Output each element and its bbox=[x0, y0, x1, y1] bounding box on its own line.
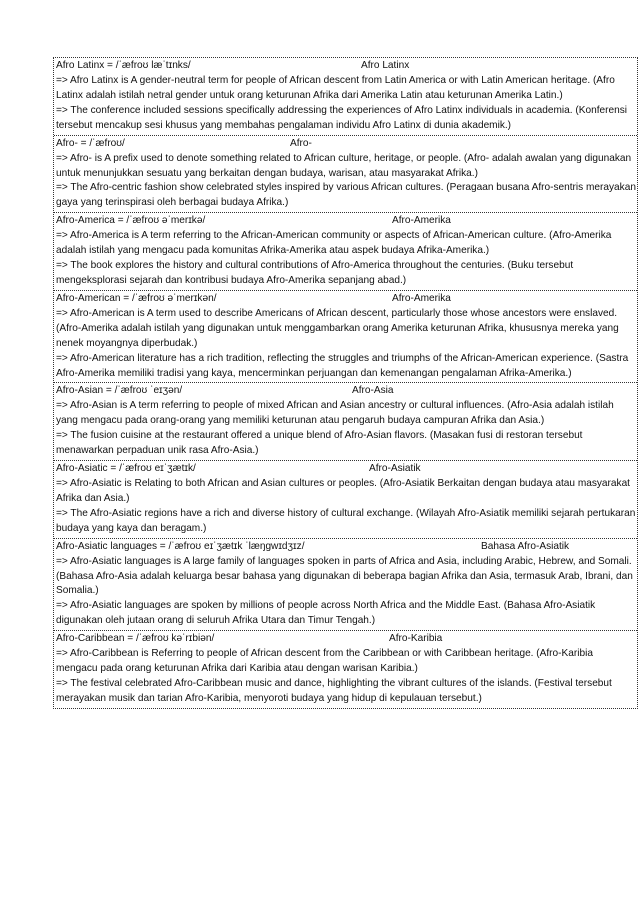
entry-translation: Bahasa Afro-Asiatik bbox=[481, 540, 570, 552]
entry-header bbox=[56, 292, 636, 307]
entry-example: => The Afro-centric fashion show celebrated styles inspired by various African cultures. (Peragaan busana Afro-sentris merayakan gaya yang terinspirasi oleh berbagai budaya Afrika.) bbox=[56, 182, 636, 209]
entry-translation: Afro Latinx bbox=[361, 60, 410, 71]
entry-header bbox=[56, 137, 636, 152]
entry-term: Afro-America = /ˈæfroʊ əˈmerɪkə/ bbox=[56, 215, 206, 227]
glossary-entry bbox=[54, 461, 637, 539]
entry-header bbox=[56, 59, 636, 74]
glossary-entry bbox=[54, 383, 637, 461]
entry-definition: => Afro-Asian is A term referring to people of mixed African and Asian ancestry or cultural influences. (Afro-Asia adalah istilah yang mengacu pada orang-orang yang memiliki keturunan atau pengaruh budaya campuran Afrika dan Asia.) bbox=[56, 400, 614, 427]
entry-example: => Afro-American literature has a rich tradition, reflecting the struggles and triumphs of the African-American experience. (Sastra Afro-Amerika memiliki tradisi yang kaya, mencerminkan perjuangan dan kemenangan pengalaman Afrika-Amerika.) bbox=[56, 352, 629, 379]
entry-term: Afro-Asiatic = /ˈæfroʊ eɪˈʒætɪk/ bbox=[56, 463, 196, 475]
entry-translation: Afro- bbox=[290, 137, 312, 149]
entry-header bbox=[56, 214, 636, 229]
entry-translation: Afro-Asia bbox=[352, 385, 394, 397]
entry-example: => The festival celebrated Afro-Caribbean music and dance, highlighting the vibrant cultures of the islands. (Festival tersebut merayakan musik dan tarian Afro-Karibia, menyoroti budaya yang hidup di kepulauan tersebut.) bbox=[56, 678, 612, 704]
entry-term: Afro Latinx = /ˈæfroʊ læˈtɪnks/ bbox=[56, 60, 191, 71]
entry-term: Afro-Asiatic languages = /ˈæfroʊ eɪˈʒætɪk ˈlæŋɡwɪdʒɪz/ bbox=[56, 540, 305, 552]
glossary-entry bbox=[54, 213, 637, 291]
glossary-entry bbox=[54, 136, 637, 214]
entry-term: Afro-Asian = /ˈæfroʊ ˈeɪʒən/ bbox=[56, 385, 183, 397]
entry-definition: => Afro-Caribbean is Referring to people of African descent from the Caribbean or with Caribbean heritage. (Afro-Karibia mengacu pada orang keturunan Afrika dari Karibia atau dengan warisan Karibia.) bbox=[56, 648, 593, 675]
entry-header bbox=[56, 540, 636, 555]
entry-translation: Afro-Karibia bbox=[389, 633, 443, 645]
entry-definition: => Afro-America is A term referring to the African-American community or aspects of African-American culture. (Afro-Amerika adalah istilah yang mengacu pada komunitas Afrika-Amerika atau aspek budaya Afrika-Amerika.) bbox=[56, 230, 612, 257]
entry-example: => Afro-Asiatic languages are spoken by millions of people across North Africa and the Middle East. (Bahasa Afro-Asiatik digunakan oleh jutaan orang di seluruh Afrika Utara dan Timur Tengah.) bbox=[56, 600, 596, 627]
entry-definition: => Afro-American is A term used to describe Americans of African descent, particularly those whose ancestors were enslaved. (Afro-Amerika adalah istilah yang digunakan untuk menggambarkan orang Amerika keturunan Afrika, khususnya mereka yang nenek moyangnya diperbudak.) bbox=[56, 307, 619, 349]
entry-example: => The Afro-Asiatic regions have a rich and diverse history of cultural exchange. (Wilayah Afro-Asiatik memiliki sejarah pertukaran budaya yang kaya dan beragam.) bbox=[56, 507, 636, 534]
glossary-entry bbox=[54, 291, 637, 384]
entry-term: Afro-American = /ˈæfroʊ əˈmerɪkən/ bbox=[56, 292, 217, 304]
entry-term: Afro- = /ˈæfroʊ/ bbox=[56, 137, 125, 149]
entry-translation: Afro-Amerika bbox=[392, 215, 451, 227]
entry-translation: Afro-Amerika bbox=[392, 292, 451, 304]
entry-definition: => Afro-Asiatic languages is A large family of languages spoken in parts of Africa and Asia, including Arabic, Hebrew, and Somali. (Bahasa Afro-Asia adalah keluarga besar bahasa yang digunakan di beberapa bagian Afrika dan Asia, termasuk Arab, Ibrani, dan Somalia.) bbox=[56, 555, 633, 597]
entry-term: Afro-Caribbean = /ˈæfroʊ kəˈrɪbiən/ bbox=[56, 633, 215, 645]
entry-header bbox=[56, 632, 636, 647]
entry-translation: Afro-Asiatik bbox=[369, 463, 421, 475]
entry-definition: => Afro- is A prefix used to denote something related to African culture, heritage, or people. (Afro- adalah awalan yang digunakan untuk menunjukkan sesuatu yang berkaitan dengan budaya, warisan, atau masyarakat Afrika.) bbox=[56, 152, 632, 179]
entry-example: => The fusion cuisine at the restaurant offered a unique blend of Afro-Asian flavors. (Masakan fusi di restoran tersebut menawarkan perpaduan unik rasa Afro-Asia.) bbox=[56, 430, 583, 457]
glossary-entry bbox=[54, 58, 637, 136]
entry-header bbox=[56, 462, 636, 477]
glossary-table bbox=[53, 57, 638, 709]
glossary-entry bbox=[54, 539, 637, 632]
entry-example: => The conference included sessions specifically addressing the experiences of Afro Latinx individuals in academia. (Konferensi tersebut mencakup sesi khusus yang membahas pengalaman individu Afro Latinx di dunia akademik.) bbox=[56, 104, 628, 131]
entry-definition: => Afro Latinx is A gender-neutral term for people of African descent from Latin America or with Latin American heritage. (Afro Latinx adalah istilah netral gender untuk orang keturunan Afrika dari Amerika Latin atau keturunan Amerika Latin.) bbox=[56, 75, 615, 101]
glossary-entry bbox=[54, 631, 637, 708]
entry-header bbox=[56, 384, 636, 399]
entry-definition: => Afro-Asiatic is Relating to both African and Asian cultures or peoples. (Afro-Asiatik Berkaitan dengan budaya atau masyarakat Afrika dan Asia.) bbox=[56, 478, 630, 504]
entry-example: => The book explores the history and cultural contributions of Afro-America throughout the centuries. (Buku tersebut mengeksplorasi sejarah dan kontribusi budaya Afro-Amerika sepanjang abad.) bbox=[56, 260, 574, 286]
